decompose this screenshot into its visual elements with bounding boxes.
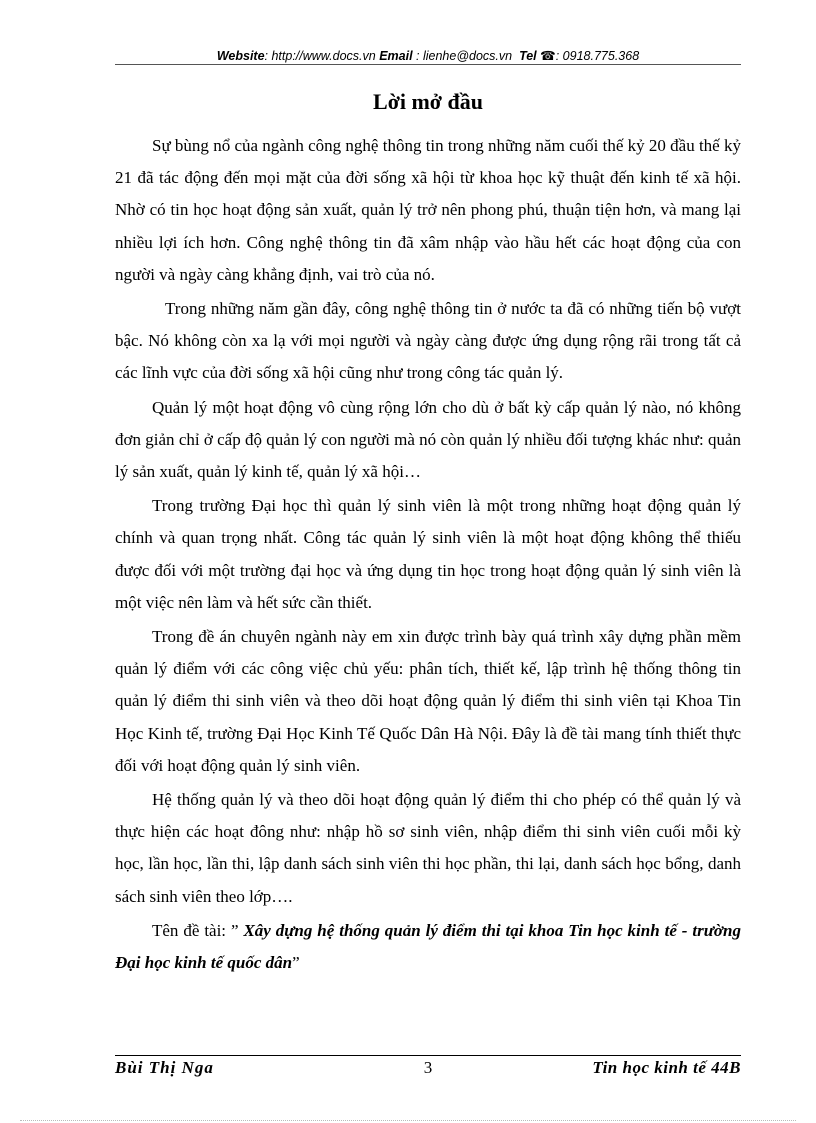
header-divider — [115, 64, 741, 65]
topic-prefix: Tên đề tài: ” — [152, 920, 244, 940]
website-url[interactable]: http://www.docs.vn — [271, 49, 376, 63]
footer-divider — [115, 1055, 741, 1056]
footer-page-number: 3 — [423, 1058, 433, 1077]
phone-icon: ☎ — [540, 49, 556, 63]
paragraph-5: Trong đề án chuyên ngành này em xin được trình bày quá trình xây dựng phần mềm quản lý điểm với các công việc chủ yếu: phân tích, thiết kế, lập trình hệ thống thông tin quản lý điểm thi sinh viên và theo dõi hoạt động quản lý điểm thi sinh viên tại Khoa Tin Học Kinh tế, trường Đại Học Kinh Tế Quốc Dân Hà Nội. Đây là đề tài mang tính thiết thực đối với hoạt động quản lý sinh viên. — [115, 627, 741, 775]
paragraph-6: Hệ thống quản lý và theo dõi hoạt động quản lý điểm thi cho phép có thể quản lý và thực hiện các hoạt đông như: nhập hồ sơ sinh viên, nhập điểm thi sinh viên cuối mỗi kỳ học, lần học, lần thi, lập danh sách sinh viên thi học phần, thi lại, danh sách học bổng, danh sách sinh viên theo lớp…. — [115, 790, 741, 906]
page-title: Lời mở đầu — [373, 89, 483, 114]
email-value[interactable]: : lienhe@docs.vn — [412, 49, 513, 63]
tel-value: : 0918.775.368 — [555, 49, 640, 63]
email-label: Email — [379, 49, 413, 63]
document-body — [115, 130, 741, 981]
paragraph-1: Sự bùng nổ của ngành công nghệ thông tin trong những năm cuối thế kỷ 20 đầu thế kỷ 21 đã tác động đến mọi mặt của đời sống xã hội từ khoa học kỹ thuật đến kinh tế xã hội. Nhờ có tin học hoạt động sản xuất, quản lý trở nên phong phú, thuận tiện hơn, và mang lại nhiều lợi ích hơn. Công nghệ thông tin đã xâm nhập vào hầu hết các hoạt động của con người và ngày càng khẳng định, vai trò của nó. — [115, 136, 741, 284]
tel-label: Tel — [519, 49, 537, 63]
topic-title: Xây dựng hệ thống quản lý điểm thi tại khoa Tin học kinh tế - trường Đại học kinh tế quốc dân — [115, 920, 741, 973]
topic-paragraph — [115, 915, 741, 979]
paragraph-3: Quản lý một hoạt động vô cùng rộng lớn cho dù ở bất kỳ cấp quản lý nào, nó không đơn giản chỉ ở cấp độ quản lý con người mà nó còn quản lý nhiều đối tượng khác như: quản lý sản xuất, quản lý kinh tế, quản lý xã hội… — [115, 397, 741, 482]
page-footer — [115, 1058, 741, 1082]
footer-author: Bùi Thị Nga — [115, 1058, 214, 1077]
topic-suffix: ” — [292, 953, 300, 973]
paragraph-4: Trong trường Đại học thì quản lý sinh viên là một trong những hoạt động quản lý chính và quan trọng nhất. Công tác quản lý sinh viên là một hoạt động không thể thiếu được đối với một trường đại học và ứng dụng tin học trong hoạt động quản lý sinh viên là một việc nên làm và hết sức cần thiết. — [115, 496, 741, 612]
footer-class: Tin học kinh tế 44B — [592, 1058, 741, 1077]
page-bottom-edge — [20, 1120, 796, 1121]
paragraph-2: Trong những năm gần đây, công nghệ thông tin ở nước ta đã có những tiến bộ vượt bậc. Nó không còn xa lạ với mọi người và ngày càng được ứng dụng rộng rãi trong tất cả các lĩnh vực của đời sống xã hội cũng như trong công tác quản lý. — [115, 299, 741, 383]
page-header — [115, 48, 741, 63]
website-separator: : — [264, 49, 272, 63]
website-label: Website — [216, 49, 265, 63]
